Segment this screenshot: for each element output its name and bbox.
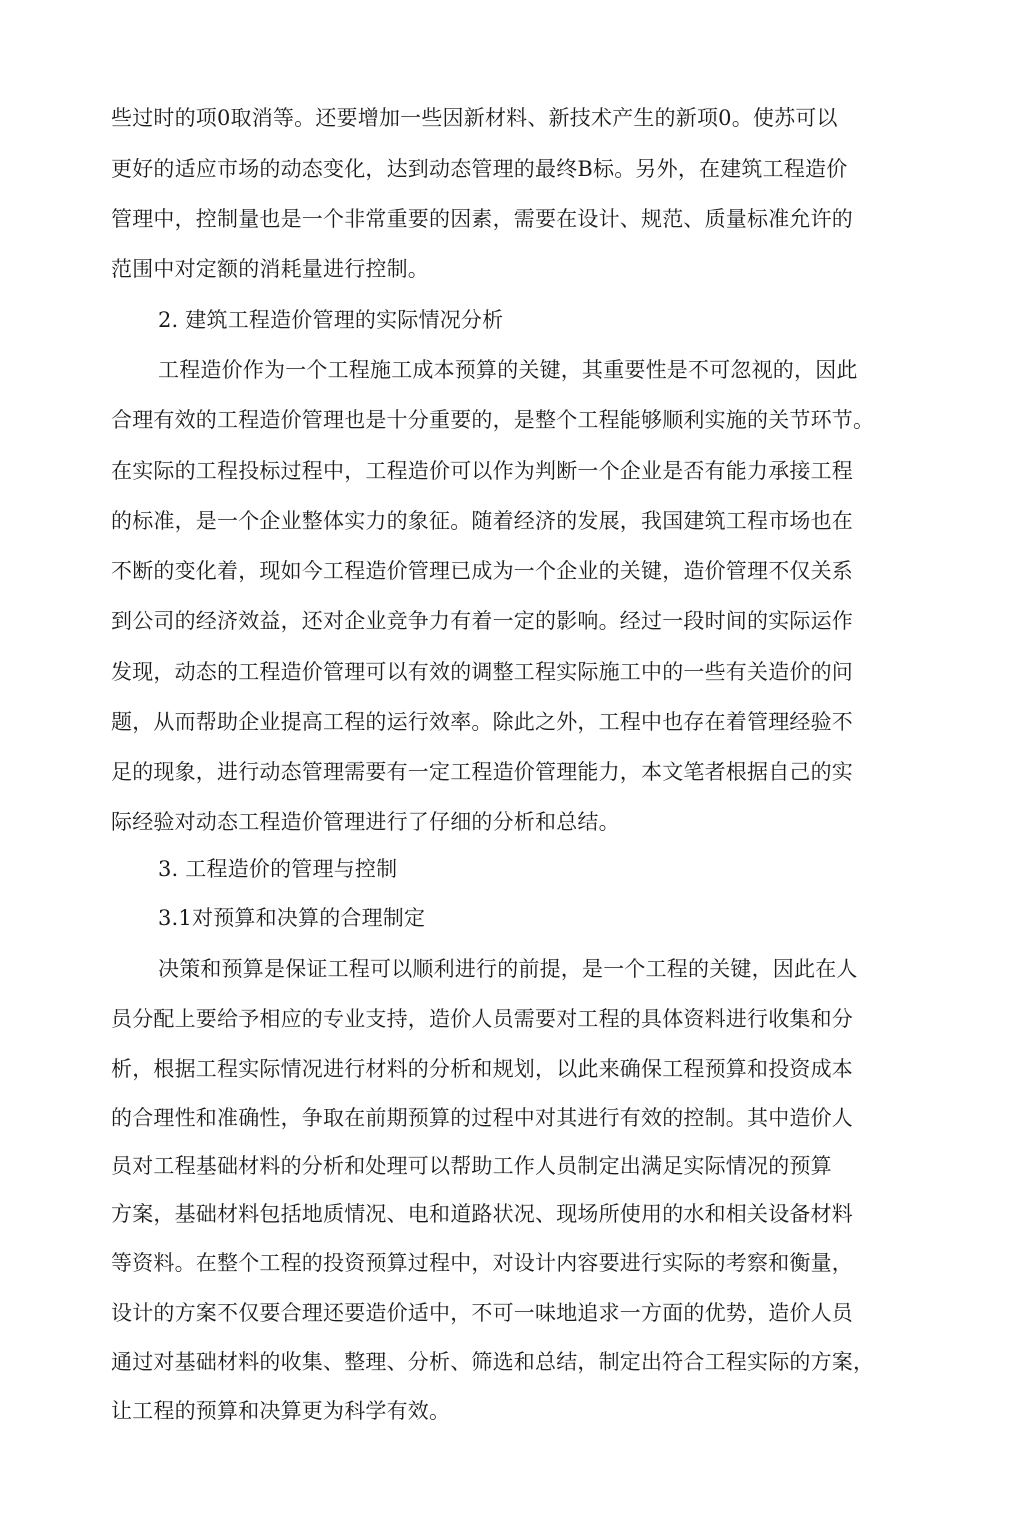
text-line: 合理有效的工程造价管理也是十分重要的，是整个工程能够顺利实施的关节环节。 (111, 408, 875, 432)
text-line: 让工程的预算和决算更为科学有效。 (111, 1399, 451, 1423)
text-line: 工程造价作为一个工程施工成本预算的关键，其重要性是不可忽视的，因此 (158, 358, 858, 382)
text-line: 管理中，控制量也是一个非常重要的因素，需要在设计、规范、质量标准允许的 (111, 207, 853, 231)
section-heading: 2. 建筑工程造价管理的实际情况分析 (158, 308, 504, 332)
text-line: 些过时的项0取消等。还要增加一些因新材料、新技术产生的新项0。使苏可以 (111, 106, 838, 130)
section-heading: 3. 工程造价的管理与控制 (158, 857, 398, 881)
text-line: 员分配上要给予相应的专业支持，造价人员需要对工程的具体资料进行收集和分 (111, 1007, 853, 1031)
text-line: 通过对基础材料的收集、整理、分析、筛选和总结，制定出符合工程实际的方案， (111, 1350, 875, 1374)
text-line: 设计的方案不仅要合理还要造价适中，不可一味地追求一方面的优势，造价人员 (111, 1301, 853, 1325)
text-line: 决策和预算是保证工程可以顺利进行的前提，是一个工程的关键，因此在人 (158, 957, 858, 981)
text-line: 析，根据工程实际情况进行材料的分析和规划，以此来确保工程预算和投资成本 (111, 1057, 853, 1081)
text-line: 的标准，是一个企业整体实力的象征。随着经济的发展，我国建筑工程市场也在 (111, 509, 853, 533)
text-line: 的合理性和准确性，争取在前期预算的过程中对其进行有效的控制。其中造价人 (111, 1106, 853, 1130)
text-line: 等资料。在整个工程的投资预算过程中，对设计内容要进行实际的考察和衡量， (111, 1251, 853, 1275)
text-line: 在实际的工程投标过程中，工程造价可以作为判断一个企业是否有能力承接工程 (111, 459, 853, 483)
text-line: 方案，基础材料包括地质情况、电和道路状况、现场所使用的水和相关设备材料 (111, 1202, 853, 1226)
text-line: 题，从而帮助企业提高工程的运行效率。除此之外，工程中也存在着管理经验不 (111, 710, 853, 734)
text-line: 到公司的经济效益，还对企业竞争力有着一定的影响。经过一段时间的实际运作 (111, 609, 853, 633)
text-line: 不断的变化着，现如今工程造价管理已成为一个企业的关键，造价管理不仅关系 (111, 559, 853, 583)
subsection-heading: 3.1对预算和决算的合理制定 (158, 906, 426, 930)
text-line: 足的现象，进行动态管理需要有一定工程造价管理能力，本文笔者根据自己的实 (111, 760, 853, 784)
text-line: 发现，动态的工程造价管理可以有效的调整工程实际施工中的一些有关造价的问 (111, 660, 853, 684)
text-line: 范围中对定额的消耗量进行控制。 (111, 257, 429, 281)
text-line: 员对工程基础材料的分析和处理可以帮助工作人员制定出满足实际情况的预算 (111, 1154, 832, 1178)
text-line: 更好的适应市场的动态变化，达到动态管理的最终B标。另外，在建筑工程造价 (111, 157, 848, 181)
text-line: 际经验对动态工程造价管理进行了仔细的分析和总结。 (111, 810, 620, 834)
